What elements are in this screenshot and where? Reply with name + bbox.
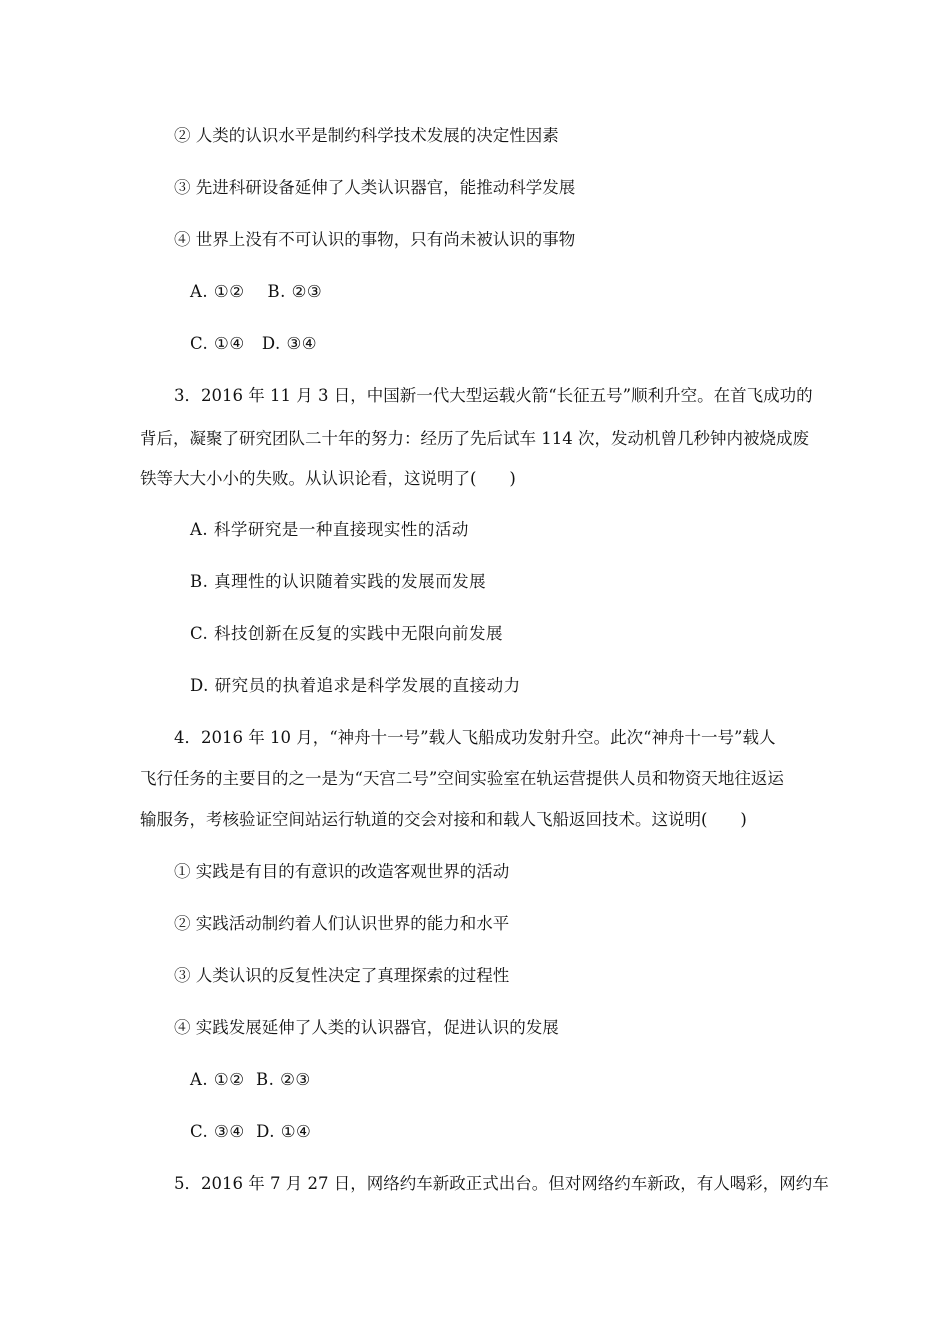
q4-stem-line-2: 飞行任务的主要目的之一是为“天宫二号”空间实验室在轨运营提供人员和物资天地往返运: [140, 769, 784, 788]
q4-options-cd: C. ③④ D. ①④: [190, 1122, 312, 1141]
q3-option-c: C. 科技创新在反复的实践中无限向前发展: [190, 624, 504, 643]
q4-statement-4: ④ 实践发展延伸了人类的认识器官，促进认识的发展: [174, 1018, 559, 1037]
q3-option-a: A. 科学研究是一种直接现实性的活动: [190, 520, 469, 539]
q4-stem-line-1: 4．2016 年 10 月，“神舟十一号”载人飞船成功发射升空。此次“神舟十一号”载人: [174, 728, 776, 747]
q4-statement-3: ③ 人类认识的反复性决定了真理探索的过程性: [174, 966, 510, 985]
q5-stem-line-1: 5．2016 年 7 月 27 日，网络约车新政正式出台。但对网络约车新政，有人喝彩，网约车: [174, 1174, 829, 1193]
q2-statement-4: ④ 世界上没有不可认识的事物，只有尚未被认识的事物: [174, 230, 576, 249]
q3-stem-line-3: 铁等大大小小的失败。从认识论看，这说明了( ): [140, 469, 516, 488]
q3-stem-line-1: 3．2016 年 11 月 3 日，中国新一代大型运载火箭“长征五号”顺利升空。在首飞成功的: [174, 386, 813, 405]
q2-options-ab: A. ①② B. ②③: [190, 282, 323, 301]
q2-statement-3: ③ 先进科研设备延伸了人类认识器官，能推动科学发展: [174, 178, 576, 197]
q3-option-d: D. 研究员的执着追求是科学发展的直接动力: [190, 676, 521, 695]
q4-options-ab: A. ①② B. ②③: [190, 1070, 311, 1089]
q3-option-b: B. 真理性的认识随着实践的发展而发展: [190, 572, 487, 591]
q2-options-cd: C. ①④ D. ③④: [190, 334, 318, 353]
q4-statement-1: ① 实践是有目的有意识的改造客观世界的活动: [174, 862, 510, 881]
q4-stem-line-3: 输服务，考核验证空间站运行轨道的交会对接和和载人飞船返回技术。这说明( ): [140, 810, 747, 829]
q4-statement-2: ② 实践活动制约着人们认识世界的能力和水平: [174, 914, 510, 933]
q3-stem-line-2: 背后，凝聚了研究团队二十年的努力：经历了先后试车 114 次，发动机曾几秒钟内被烧成废: [140, 429, 809, 448]
q2-statement-2: ② 人类的认识水平是制约科学技术发展的决定性因素: [174, 126, 559, 145]
